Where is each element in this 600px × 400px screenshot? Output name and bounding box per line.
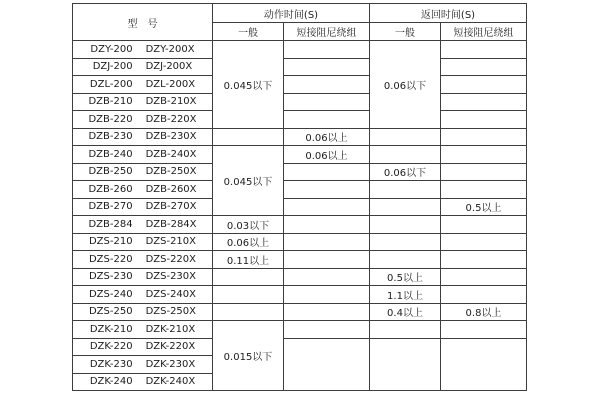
action-short-cell (284, 76, 370, 94)
action-short-cell (284, 303, 370, 321)
table-row (73, 251, 527, 269)
action-short-cell (284, 268, 370, 286)
return-general-cell (370, 198, 441, 216)
table-row (73, 128, 527, 146)
return-general-cell: 0.4以上 (370, 303, 441, 321)
model-cell: DZB-210 DZB-210X (73, 93, 213, 111)
header-return-time: 返回时间(S) (370, 4, 527, 23)
return-short-cell (441, 321, 527, 339)
return-short-cell: 0.5以上 (441, 198, 527, 216)
action-short-cell (284, 251, 370, 269)
model-cell: DZS-220 DZS-220X (73, 251, 213, 269)
action-short-cell (284, 41, 370, 59)
table-row (73, 76, 527, 94)
action-general-cell: 0.11以上 (213, 251, 284, 269)
return-general-cell (370, 181, 441, 199)
model-cell: DZK-210 DZK-210X (73, 321, 213, 339)
table-row (73, 146, 527, 164)
return-general-cell (370, 321, 441, 339)
action-short-cell (284, 338, 370, 391)
return-short-cell (441, 251, 527, 269)
return-short-cell (441, 268, 527, 286)
model-cell: DZB-250 DZB-250X (73, 163, 213, 181)
header-model: 型 号 (73, 4, 213, 41)
model-cell: DZS-210 DZS-210X (73, 233, 213, 251)
action-short-cell (284, 163, 370, 181)
header-action-short-damping: 短接阻尼绕组 (284, 23, 370, 41)
model-cell: DZK-230 DZK-230X (73, 356, 213, 374)
model-cell: DZB-220 DZB-220X (73, 111, 213, 129)
header-return-general: 一般 (370, 23, 441, 41)
table-row (73, 58, 527, 76)
action-short-cell: 0.06以上 (284, 128, 370, 146)
return-short-cell (441, 93, 527, 111)
table-row (73, 111, 527, 129)
return-short-cell (441, 216, 527, 234)
return-general-cell (370, 251, 441, 269)
return-short-cell (441, 163, 527, 181)
action-short-cell: 0.06以上 (284, 146, 370, 164)
table-row (73, 163, 527, 181)
action-general-cell (213, 286, 284, 304)
return-short-cell: 0.8以上 (441, 303, 527, 321)
return-short-cell (441, 58, 527, 76)
return-short-cell (441, 233, 527, 251)
return-general-cell (370, 146, 441, 164)
table-row (73, 198, 527, 216)
return-general-cell (370, 233, 441, 251)
return-general-cell: 0.06以下 (370, 163, 441, 181)
header-action-time: 动作时间(S) (213, 4, 370, 23)
model-cell: DZJ-200 DZJ-200X (73, 58, 213, 76)
table-row (73, 41, 527, 59)
table-row (73, 268, 527, 286)
model-cell: DZS-240 DZS-240X (73, 286, 213, 304)
return-short-cell (441, 41, 527, 59)
action-short-cell (284, 181, 370, 199)
action-short-cell (284, 111, 370, 129)
action-short-cell (284, 216, 370, 234)
model-cell: DZK-240 DZK-240X (73, 373, 213, 391)
action-general-cell: 0.045以下 (213, 146, 284, 216)
model-cell: DZS-230 DZS-230X (73, 268, 213, 286)
return-general-cell (370, 338, 441, 391)
action-general-cell (213, 128, 284, 146)
model-cell: DZL-200 DZL-200X (73, 76, 213, 94)
table-row (73, 338, 527, 356)
table-row (73, 216, 527, 234)
action-short-cell (284, 58, 370, 76)
table-row (73, 181, 527, 199)
action-short-cell (284, 93, 370, 111)
return-short-cell (441, 76, 527, 94)
return-short-cell (441, 128, 527, 146)
table-row (73, 303, 527, 321)
action-general-cell: 0.015以下 (213, 321, 284, 391)
action-short-cell (284, 198, 370, 216)
action-general-cell: 0.03以下 (213, 216, 284, 234)
return-short-cell (441, 286, 527, 304)
action-short-cell (284, 233, 370, 251)
return-general-cell: 1.1以上 (370, 286, 441, 304)
table-row (73, 286, 527, 304)
return-general-cell: 0.5以上 (370, 268, 441, 286)
return-short-cell (441, 111, 527, 129)
return-short-cell (441, 146, 527, 164)
return-general-cell: 0.06以下 (370, 41, 441, 129)
action-general-cell: 0.06以上 (213, 233, 284, 251)
action-general-cell (213, 303, 284, 321)
model-cell: DZK-220 DZK-220X (73, 338, 213, 356)
action-short-cell (284, 286, 370, 304)
model-cell: DZB-260 DZB-260X (73, 181, 213, 199)
table-row (73, 321, 527, 339)
return-short-cell (441, 338, 527, 391)
action-general-cell (213, 268, 284, 286)
action-short-cell (284, 321, 370, 339)
model-cell: DZS-250 DZS-250X (73, 303, 213, 321)
table-row (73, 93, 527, 111)
header-return-short-damping: 短接阻尼绕组 (441, 23, 527, 41)
header-action-general: 一般 (213, 23, 284, 41)
model-cell: DZY-200 DZY-200X (73, 41, 213, 59)
action-general-cell: 0.045以下 (213, 41, 284, 129)
model-cell: DZB-240 DZB-240X (73, 146, 213, 164)
return-short-cell (441, 181, 527, 199)
model-cell: DZB-270 DZB-270X (73, 198, 213, 216)
return-general-cell (370, 216, 441, 234)
model-cell: DZB-284 DZB-284X (73, 216, 213, 234)
table-row (73, 233, 527, 251)
model-cell: DZB-230 DZB-230X (73, 128, 213, 146)
relay-spec-table (72, 3, 527, 391)
return-general-cell (370, 128, 441, 146)
